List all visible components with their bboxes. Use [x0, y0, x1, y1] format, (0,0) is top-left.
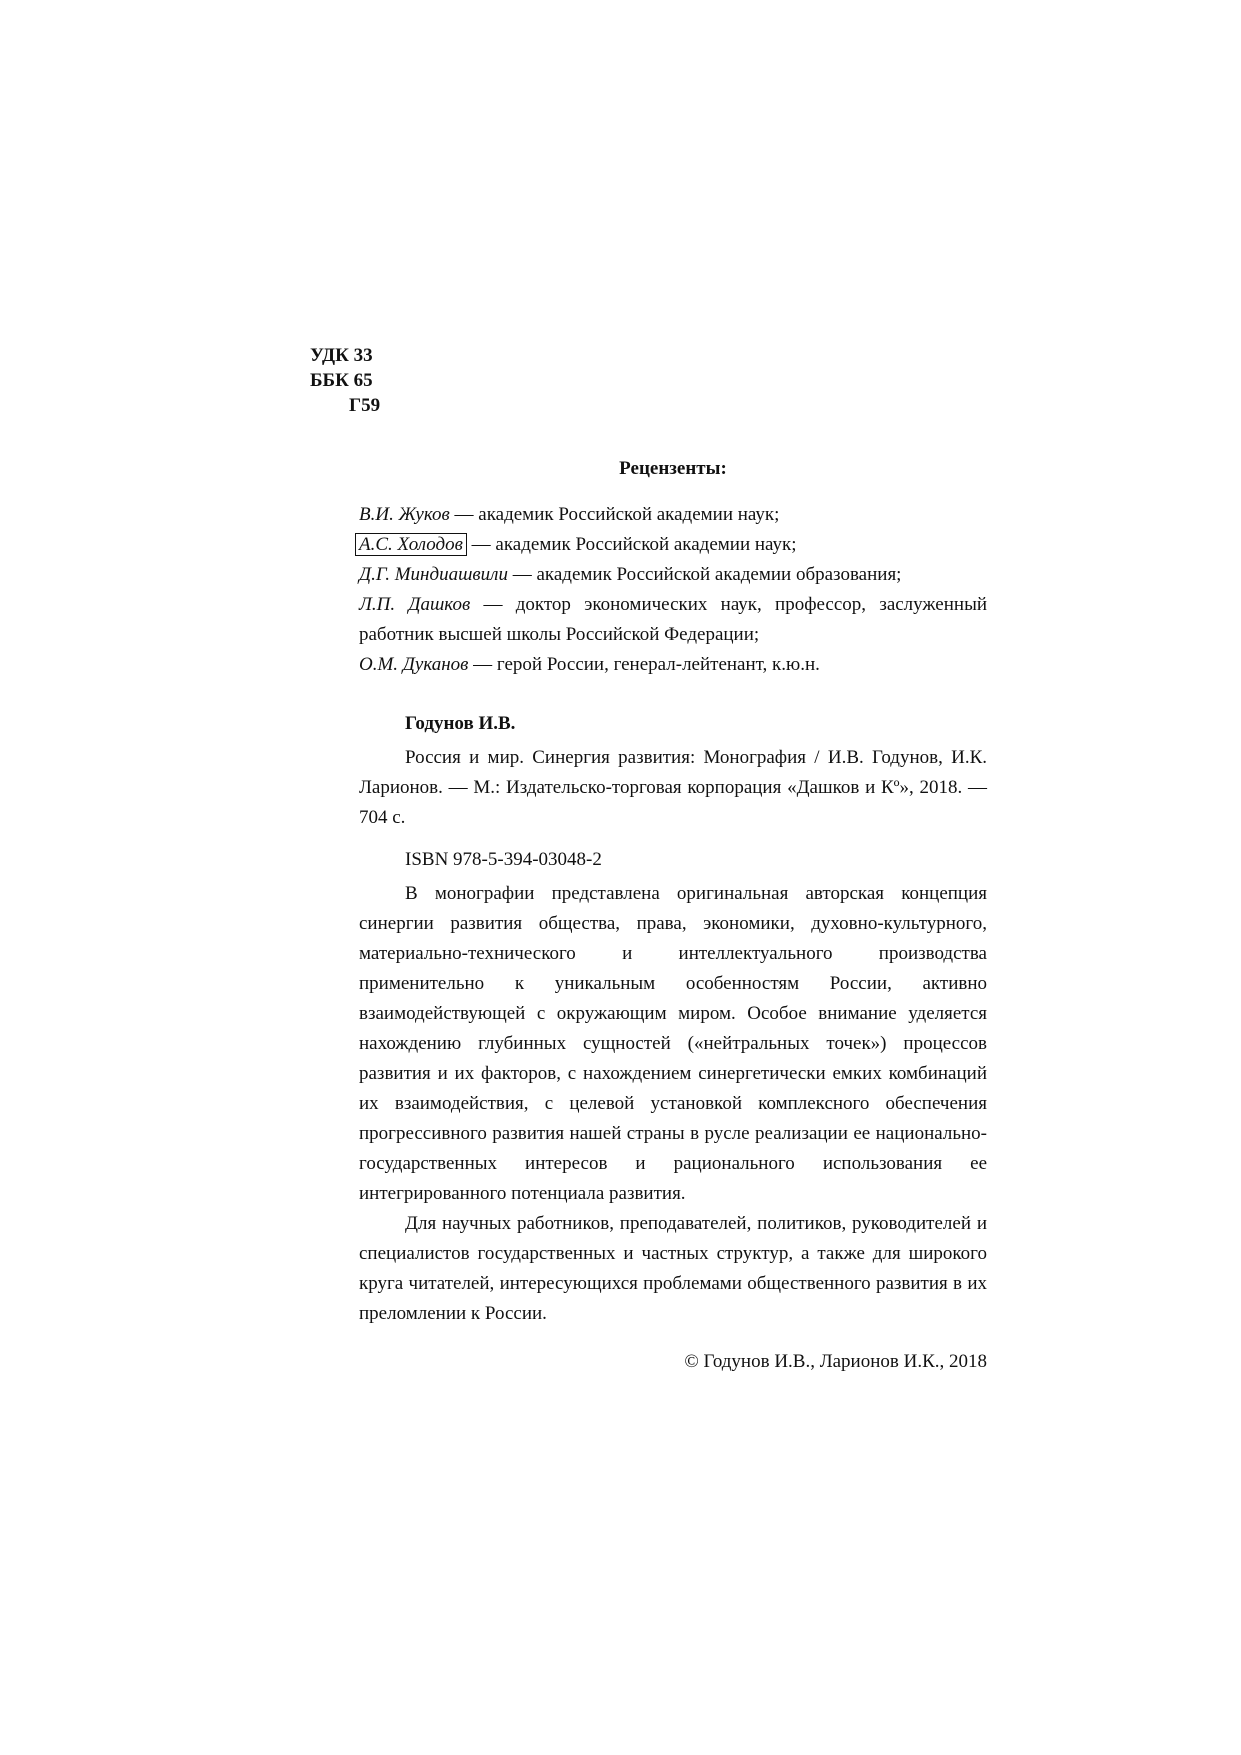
author-heading: Годунов И.В.	[405, 713, 516, 734]
reviewer-description: — академик Российской академии образования;	[507, 564, 902, 585]
isbn: ISBN 978-5-394-03048-2	[405, 849, 602, 870]
reviewer-item	[359, 530, 987, 560]
udk-code: УДК 33	[310, 345, 373, 366]
reviewers-heading: Рецензенты:	[619, 458, 727, 479]
reviewer-name: О.М. Дуканов	[359, 654, 469, 675]
copyright-notice: © Годунов И.В., Ларионов И.К., 2018	[684, 1351, 987, 1372]
abstract-paragraph: В монографии представлена оригинальная авторская концепция синергии развития общества, права, экономики, духовно-культурного, материально-технического и интеллектуального производства применительно к уникальным особенностям России, активно взаимодействующей с окружающим миром. Особое внимание уделяется нахождению глубинных сущностей («нейтральных точек») процессов развития и их факторов, с нахождением синергетически емких комбинаций их взаимодействия, с целевой установкой комплексного обеспечения прогрессивного развития нашей страны в русле реализации ее национально-государственных интересов и рационального использования ее интегрированного потенциала развития.	[359, 883, 987, 1204]
audience-paragraph: Для научных работников, преподавателей, политиков, руководителей и специалистов государственных и частных структур, а также для широкого круга читателей, интересующихся проблемами общественного развития в их преломлении к России.	[359, 1213, 987, 1324]
reviewer-description: — доктор экономических наук, профессор, заслуженный работник высшей школы Российской Федерации;	[359, 594, 987, 645]
reviewer-item	[359, 560, 987, 590]
reviewer-item	[359, 590, 987, 650]
bbk-code: ББК 65	[310, 370, 373, 391]
reviewers-list	[359, 500, 987, 680]
reviewer-description: — академик Российской академии наук;	[466, 534, 797, 555]
reviewer-name-highlighted: А.С. Холодов	[355, 533, 467, 556]
reviewer-name: Л.П. Дашков	[359, 594, 471, 615]
reviewer-name: Д.Г. Миндиашвили	[359, 564, 508, 585]
reviewer-name: В.И. Жуков	[359, 504, 450, 525]
reviewer-description: — академик Российской академии наук;	[449, 504, 780, 525]
classification-codes	[310, 343, 380, 418]
citation: Россия и мир. Синергия развития: Монография / И.В. Годунов, И.К. Ларионов. — М.: Издательско-торговая корпорация «Дашков и Кº», 2018. — 704 с.	[359, 747, 987, 828]
bibliographic-record	[359, 743, 987, 1329]
reviewer-item	[359, 650, 987, 680]
author-mark: Г59	[349, 395, 381, 416]
reviewer-item	[359, 500, 987, 530]
reviewer-description: — герой России, генерал-лейтенант, к.ю.н.	[468, 654, 820, 675]
